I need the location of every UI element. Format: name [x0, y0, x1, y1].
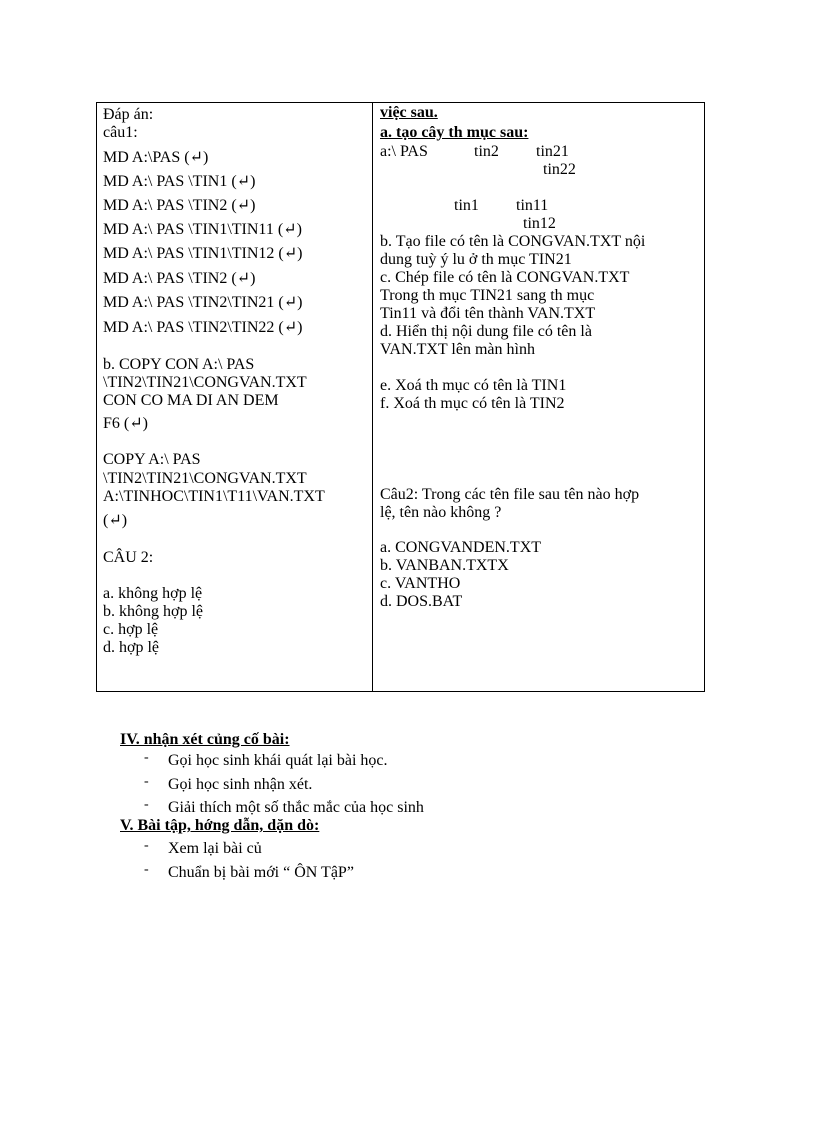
copy-b-line: F6 (↵) [103, 415, 148, 432]
table-divider [372, 102, 373, 691]
copy-c-line: (↵) [103, 512, 128, 529]
option-item: b. VANBAN.TXTX [380, 557, 509, 574]
bullet-dash: - [144, 797, 149, 812]
task-line: b. Tạo file có tên là CONGVAN.TXT nội [380, 233, 646, 250]
task-line: dung tuỳ ý lu ở th mục TIN21 [380, 251, 572, 268]
task-line: d. Hiển thị nội dung file có tên là [380, 323, 592, 340]
tree-tin11: tin11 [516, 197, 549, 214]
right-line2: a. tạo cây th mục sau: [380, 124, 529, 141]
copy-b-line: \TIN2\TIN21\CONGVAN.TXT [103, 374, 307, 391]
task-line: f. Xoá th mục có tên là TIN2 [380, 395, 565, 412]
section5-item: Xem lại bài củ [168, 840, 262, 857]
tree-tin2: tin2 [474, 143, 499, 160]
md-line: MD A:\ PAS \TIN1\TIN11 (↵) [103, 221, 302, 238]
tree-tin1: tin1 [454, 197, 479, 214]
section5-item: Chuẩn bị bài mới “ ÔN TậP” [168, 864, 354, 881]
copy-c-line: \TIN2\TIN21\CONGVAN.TXT [103, 470, 307, 487]
md-line: MD A:\ PAS \TIN2\TIN21 (↵) [103, 294, 303, 311]
section5-title: V. Bài tập, hớng dẫn, dặn dò: [120, 817, 320, 834]
cau1-label: câu1: [103, 124, 138, 141]
task-line: e. Xoá th mục có tên là TIN1 [380, 377, 567, 394]
section4-title: IV. nhận xét củng cố bài: [120, 731, 290, 748]
copy-b-line: CON CO MA DI AN DEM [103, 392, 279, 409]
section4-item: Gọi học sinh khái quát lại bài học. [168, 752, 388, 769]
tree-tin22: tin22 [543, 161, 576, 178]
task-line: Tin11 và đổi tên thành VAN.TXT [380, 305, 596, 322]
task-line: VAN.TXT lên màn hình [380, 341, 535, 358]
bullet-dash: - [144, 774, 149, 789]
right-line1: việc sau. [380, 104, 438, 121]
tree-tin12: tin12 [523, 215, 556, 232]
cau2-label: CÂU 2: [103, 549, 154, 566]
answer-item: c. hợp lệ [103, 621, 159, 638]
bullet-dash: - [144, 838, 149, 853]
copy-c-line: COPY A:\ PAS [103, 451, 201, 468]
md-line: MD A:\ PAS \TIN2\TIN22 (↵) [103, 319, 303, 336]
copy-b-line: b. COPY CON A:\ PAS [103, 356, 255, 373]
task-line: Trong th mục TIN21 sang th mục [380, 287, 595, 304]
section4-item: Gọi học sinh nhận xét. [168, 776, 313, 793]
md-line: MD A:\ PAS \TIN1\TIN12 (↵) [103, 245, 303, 262]
answer-heading: Đáp án: [103, 106, 154, 123]
task-line: c. Chép file có tên là CONGVAN.TXT [380, 269, 630, 286]
md-line: MD A:\ PAS \TIN2 (↵) [103, 197, 256, 214]
copy-c-line: A:\TINHOC\TIN1\T11\VAN.TXT [103, 488, 325, 505]
md-line: MD A:\ PAS \TIN1 (↵) [103, 173, 256, 190]
md-line: MD A:\PAS (↵) [103, 149, 209, 166]
cau2-question: lệ, tên nào không ? [380, 504, 502, 521]
cau2-question: Câu2: Trong các tên file sau tên nào hợp [380, 486, 640, 503]
answer-item: a. không hợp lệ [103, 585, 203, 602]
option-item: a. CONGVANDEN.TXT [380, 539, 542, 556]
tree-tin21: tin21 [536, 143, 569, 160]
tree-root: a:\ PAS [380, 143, 428, 160]
bullet-dash: - [144, 862, 149, 877]
option-item: d. DOS.BAT [380, 593, 463, 610]
md-line: MD A:\ PAS \TIN2 (↵) [103, 270, 256, 287]
option-item: c. VANTHO [380, 575, 461, 592]
section4-item: Giải thích một số thắc mắc của học sinh [168, 799, 424, 816]
answer-item: b. không hợp lệ [103, 603, 204, 620]
answer-item: d. hợp lệ [103, 639, 160, 656]
bullet-dash: - [144, 750, 149, 765]
